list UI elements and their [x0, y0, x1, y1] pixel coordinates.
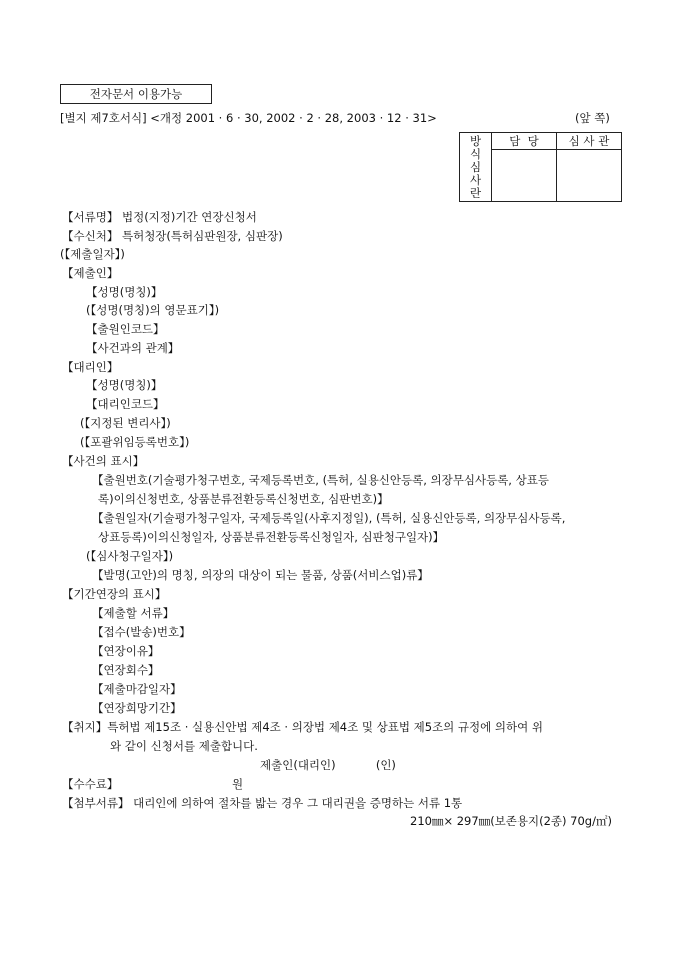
agent-name: 【성명(명칭)】 — [86, 378, 163, 392]
relation-to-case: 【사건과의 관계】 — [86, 341, 180, 355]
submitter-heading: 【제출인】 — [62, 266, 119, 280]
electronic-document-usable-box — [60, 84, 212, 104]
form-reference: [별지 제7호서식] <개정 2001 · 6 · 30, 2002 · 2 · 28, 2003 · 12 · 31> — [60, 111, 437, 125]
exam-side-char: 식 — [469, 146, 482, 161]
agent-code: 【대리인코드】 — [86, 397, 165, 411]
exam-side-label — [460, 133, 492, 202]
application-date-line1: 【출원일자(기술평가청구일자, 국제등록일(사후지정일), (특허, 실용신안등록, 의장무심사등록, — [92, 511, 566, 525]
receipt-number: 【접수(발송)번호】 — [92, 625, 191, 639]
general-power-registration: (【포괄위임등록번호】) — [80, 435, 190, 449]
examination-request-date: (【심사청구일자】) — [86, 549, 174, 563]
invention-title: 【발명(고안)의 명칭, 의장의 대상이 되는 물품, 상품(서비스업)류】 — [92, 568, 429, 582]
application-number-line1: 【출원번호(기술평가청구번호, 국제등록번호, (특허, 실용신안등록, 의장무심사등록, 상표등 — [92, 473, 549, 487]
designated-patent-attorney: (【지정된 변리사】) — [80, 416, 171, 430]
attachments: 【첨부서류】 대리인에 의하여 절차를 밟는 경우 그 대리권을 증명하는 서류 1통 — [62, 796, 463, 810]
exam-side-char: 란 — [469, 185, 482, 200]
exam-col-officer: 담 당 — [492, 133, 557, 150]
case-indication-heading: 【사건의 표시】 — [62, 454, 145, 468]
exam-side-char: 심 — [469, 159, 482, 174]
application-date-line2: 상표등록)이의신청일자, 상품분류전환등록신청일자, 심판청구일자)】 — [98, 530, 445, 544]
exam-side-char: 사 — [469, 172, 482, 187]
extension-count: 【연장회수】 — [92, 663, 160, 677]
document-name: 【서류명】 법정(지정)기간 연장신청서 — [62, 210, 257, 224]
fee-unit: 원 — [232, 777, 244, 791]
documents-to-submit: 【제출할 서류】 — [92, 606, 175, 620]
period-extension-heading: 【기간연장의 표시】 — [62, 587, 167, 601]
purpose-line1: 【취지】특허법 제15조 · 실용신안법 제4조 · 의장법 제4조 및 상표법 제5조의 규정에 의하여 위 — [62, 720, 544, 734]
applicant-code: 【출원인코드】 — [86, 322, 165, 336]
agent-heading: 【대리인】 — [62, 360, 119, 374]
page-side-label: (앞 쪽) — [575, 111, 610, 125]
submitter-name-english: (【성명(명칭)의 영문표기】) — [86, 303, 220, 317]
submission-deadline: 【제출마감일자】 — [92, 682, 182, 696]
recipient: 【수신처】 특허청장(특허심판원장, 심판장) — [62, 229, 283, 243]
submitter-name: 【성명(명칭)】 — [86, 285, 163, 299]
exam-side-char: 방 — [469, 133, 482, 148]
extension-reason: 【연장이유】 — [92, 644, 160, 658]
fee-label: 【수수료】 — [62, 777, 119, 791]
usable-label: 전자문서 이용가능 — [89, 87, 183, 101]
application-number-line2: 록)이의신청번호, 상품분류전환등록신청번호, 심판번호)】 — [98, 492, 389, 506]
officer-sign-cell — [492, 150, 557, 202]
submitter-signature: 제출인(대리인) (인) — [260, 758, 396, 772]
paper-spec: 210㎜× 297㎜(보존용지(2종) 70g/㎡) — [410, 814, 612, 828]
purpose-line2: 와 같이 신청서를 제출합니다. — [110, 739, 258, 753]
desired-extension-period: 【연장희망기간】 — [92, 701, 182, 715]
examiner-sign-cell — [557, 150, 622, 202]
submission-date: (【제출일자】) — [60, 247, 125, 261]
exam-col-examiner: 심 사 관 — [557, 133, 622, 150]
examination-table — [459, 132, 622, 202]
